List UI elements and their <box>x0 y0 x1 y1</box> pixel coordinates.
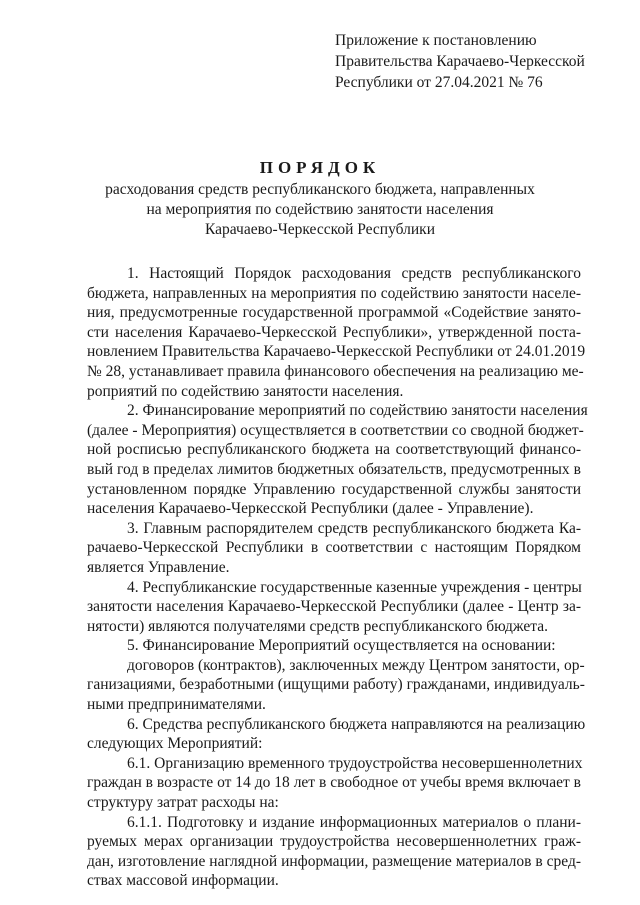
body-line: ния, предусмотренные государственной программой «Содействие занято- <box>87 304 581 322</box>
body-line: 6.1. Организацию временного трудоустройства несовершеннолетних <box>127 754 583 772</box>
body-line: 1. Настоящий Порядок расходования средств республиканского <box>127 265 581 282</box>
appendix-header <box>335 30 625 93</box>
document-title: ПОРЯДОК <box>259 158 381 177</box>
body-line: является Управление. <box>87 558 230 576</box>
body-line: следующих Мероприятий: <box>87 735 263 753</box>
body-line: 6. Средства республиканского бюджета направляются на реализацию <box>127 715 586 733</box>
body-line: новлением Правительства Карачаево-Черкесской Республики от 24.01.2019 <box>87 343 586 361</box>
body-line: занятости населения Карачаево-Черкесской Республики (далее - Центр за- <box>87 598 581 616</box>
body-line: № 28, устанавливает правила финансового обеспечения на реализацию ме- <box>87 362 584 380</box>
body-line: договоров (контрактов), заключенных между Центром занятости, ор- <box>127 656 585 674</box>
body-line: граждан в возрасте от 14 до 18 лет в свободное от учебы время включает в <box>87 774 581 792</box>
appendix-line: Приложение к постановлению <box>335 32 537 49</box>
body-line: сти населения Карачаево-Черкесской Республики», утвержденной поста- <box>87 323 581 341</box>
body-line: нятости) являются получателями средств республиканского бюджета. <box>87 617 548 635</box>
body-line: 4. Республиканские государственные казенные учреждения - центры <box>127 578 582 596</box>
appendix-line: Республики от 27.04.2021 № 76 <box>335 74 543 91</box>
body-line: руемых мерах организации трудоустройства несовершеннолетних граж- <box>87 833 581 851</box>
document-body <box>87 264 588 891</box>
body-line: населения Карачаево-Черкесской Республики (далее - Управление). <box>87 500 534 518</box>
body-line: 5. Финансирование Мероприятий осуществляется на основании: <box>127 637 556 655</box>
subtitle-line: расходования средств республиканского бюджета, направленных <box>105 181 535 198</box>
body-line: дан, изготовление наглядной информации, размещение материалов в сред- <box>87 852 581 870</box>
subtitle-line: на мероприятия по содействию занятости населения <box>146 201 494 218</box>
body-line: рачаево-Черкесской Республики в соответствии с настоящим Порядком <box>87 539 581 557</box>
body-line: бюджета, направленных на мероприятия по содействию занятости населе- <box>87 284 581 302</box>
body-line: структуру затрат расходы на: <box>87 794 279 812</box>
subtitle-line: Карачаево-Черкесской Республики <box>205 221 435 238</box>
body-line: ной росписью республиканского бюджета на соответствующий финансо- <box>87 441 581 459</box>
appendix-line: Правительства Карачаево-Черкесской <box>335 53 585 70</box>
body-line: ганизациями, безработными (ищущими работу) гражданами, индивидуаль- <box>87 676 585 694</box>
body-line: (далее - Мероприятия) осуществляется в соответствии со сводной бюджет- <box>87 421 584 439</box>
document-subtitle <box>60 180 580 240</box>
body-line: 3. Главным распорядителем средств республиканского бюджета Ка- <box>127 519 581 537</box>
body-line: роприятий по содействию занятости населения. <box>87 382 404 400</box>
body-line: 2. Финансирование мероприятий по содействию занятости населения <box>127 402 588 420</box>
body-line: установленном порядке Управлению государственной службы занятости <box>87 480 581 498</box>
body-line: ствах массовой информации. <box>87 872 279 890</box>
body-line: вый год в пределах лимитов бюджетных обязательств, предусмотренных в <box>87 460 581 478</box>
body-line: ными предпринимателями. <box>87 696 266 714</box>
body-line: 6.1.1. Подготовку и издание информационных материалов о плани- <box>127 813 581 831</box>
